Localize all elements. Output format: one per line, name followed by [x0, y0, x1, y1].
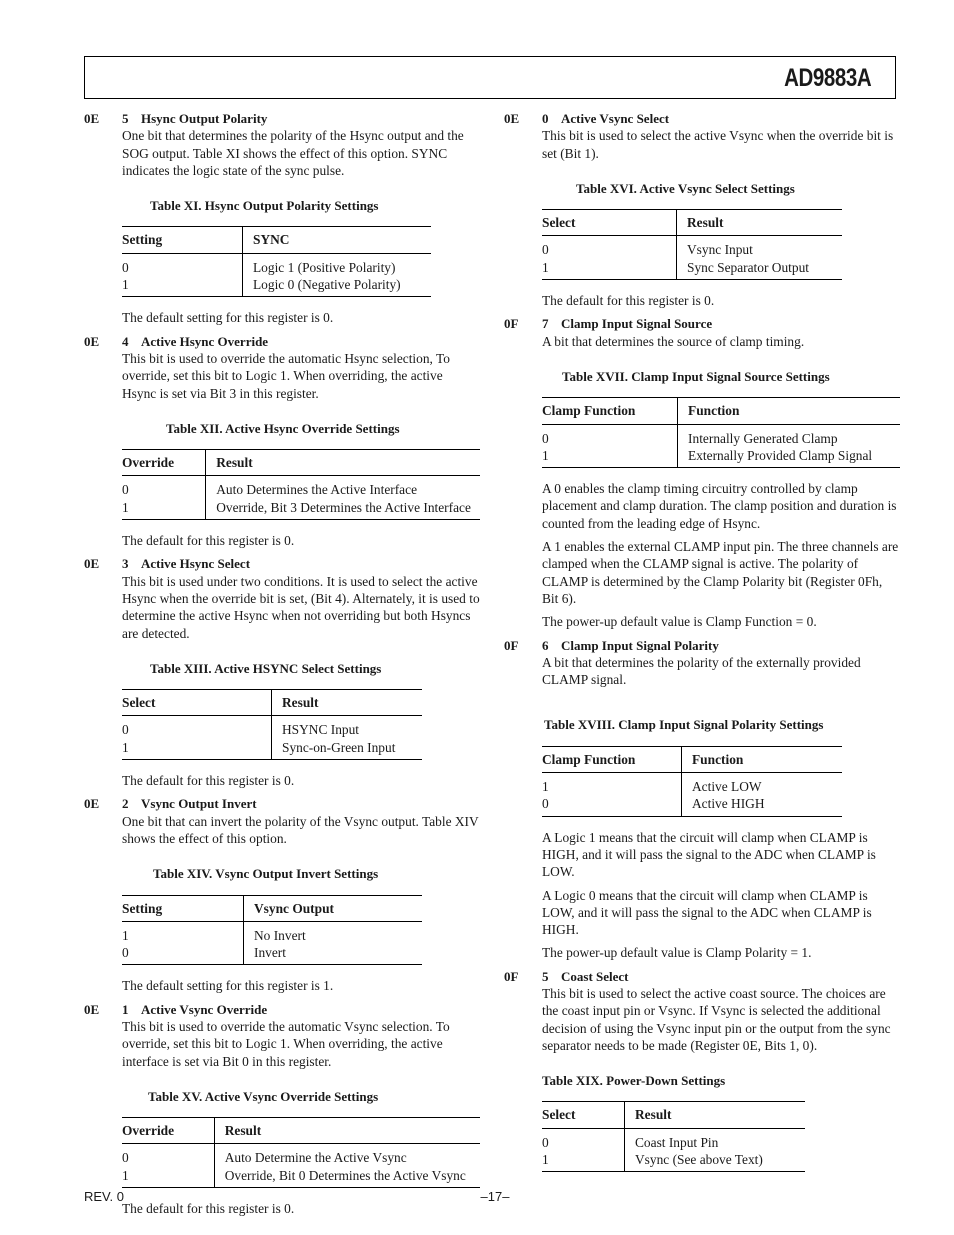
- column-header: Clamp Function: [542, 746, 682, 772]
- section-heading: [504, 968, 900, 985]
- table-header-row: [122, 227, 431, 253]
- table-caption: Table XIV. Vsync Output Invert Settings: [153, 866, 379, 882]
- table-row: [122, 1144, 480, 1167]
- note-paragraph: The power-up default value is Clamp Polarity = 1.: [542, 945, 812, 961]
- table-caption: Table XIII. Active HSYNC Select Settings: [150, 660, 382, 676]
- revision-label: REV. 0: [84, 1189, 124, 1204]
- register-section: [84, 795, 480, 994]
- table-row: [542, 795, 842, 816]
- section-title: Active Vsync Select: [561, 111, 670, 126]
- table-row: [542, 424, 900, 447]
- right-column: [504, 110, 900, 1184]
- table-cell: Override, Bit 3 Determines the Active Interface: [206, 499, 480, 520]
- note-paragraph: The default for this register is 0.: [122, 533, 295, 549]
- register-section: [504, 968, 900, 1173]
- table-cell: 0: [542, 424, 678, 447]
- table-caption: Table XII. Active Hsync Override Settings: [166, 420, 400, 436]
- table-cell: Active LOW: [692, 779, 762, 795]
- table-header-row: [542, 210, 842, 236]
- column-header: Select: [542, 210, 677, 236]
- table-header-row: [542, 746, 842, 772]
- section-body: [542, 127, 900, 309]
- table-cell: 0: [542, 1128, 625, 1151]
- section-title: Clamp Input Signal Source: [561, 316, 713, 332]
- table-row: [122, 476, 480, 499]
- table-row: [542, 236, 842, 259]
- register-section: [504, 637, 900, 962]
- register-address: 0E: [504, 111, 520, 126]
- description-paragraph: This bit is used to override the automatic Hsync selection, To override, set this bit to Logic 1. When overriding, the active Hsync is set via Bit 3 in this register.: [122, 350, 450, 401]
- table-row: [122, 739, 422, 760]
- table-header-row: [542, 398, 900, 424]
- section-title: Active Hsync Override: [141, 333, 269, 349]
- table-caption: Table XI. Hsync Output Polarity Settings: [150, 198, 379, 214]
- register-address: 0E: [84, 111, 100, 126]
- settings-table: [542, 1101, 805, 1172]
- settings-table: [122, 689, 422, 760]
- bit-number: 6: [542, 637, 549, 653]
- section-title: Hsync Output Polarity: [141, 111, 268, 126]
- table-header-row: [542, 1102, 805, 1128]
- note-paragraph: The default for this register is 0.: [542, 293, 715, 309]
- column-header: Override: [122, 1118, 214, 1144]
- bit-number: 5: [542, 968, 549, 984]
- section-title: Active Vsync Override: [141, 1001, 268, 1017]
- table-cell: Logic 1 (Positive Polarity): [253, 259, 396, 275]
- table-caption: Table XIX. Power-Down Settings: [542, 1073, 726, 1089]
- section-heading: [84, 333, 480, 350]
- table-cell: 0: [122, 476, 206, 499]
- column-header: SYNC: [243, 227, 432, 253]
- register-section: [504, 110, 900, 309]
- table-row: [542, 447, 900, 468]
- table-cell: Invert: [244, 944, 423, 965]
- description-paragraph: A bit that determines the source of clamp timing.: [542, 333, 805, 349]
- settings-table: [542, 209, 842, 280]
- bit-number: 3: [122, 556, 129, 572]
- section-body: [122, 350, 480, 549]
- table-cell: Sync Separator Output: [677, 259, 843, 280]
- section-heading: [504, 315, 900, 332]
- register-address: 0E: [84, 796, 100, 812]
- table-header-row: [122, 1118, 480, 1144]
- table-cell: 1: [542, 447, 678, 468]
- table-cell: 0: [542, 795, 682, 816]
- table-cell: Active HIGH: [682, 795, 843, 816]
- column-header: Result: [625, 1102, 806, 1128]
- column-header: Vsync Output: [244, 895, 423, 921]
- table-cell: 1: [122, 921, 244, 944]
- note-paragraph: A 0 enables the clamp timing circuitry controlled by clamp placement and clamp duration. The clamp position and duration is counted from the leading edge of Hsync.: [542, 481, 897, 531]
- bit-number: 1: [122, 1001, 129, 1017]
- table-cell: Auto Determine the Active Vsync: [224, 1150, 407, 1166]
- table-cell: Vsync Input: [687, 242, 753, 258]
- settings-table: [122, 1117, 480, 1188]
- table-header-row: [122, 690, 422, 716]
- description-paragraph: One bit that can invert the polarity of the Vsync output. Table XIV shows the effect of this option.: [122, 813, 479, 846]
- table-cell: 1: [542, 1151, 625, 1172]
- table-cell: 1: [122, 276, 243, 297]
- table-cell: 0: [122, 716, 272, 739]
- register-address: 0E: [84, 333, 100, 349]
- description-paragraph: This bit is used under two conditions. It is used to select the active Hsync when the override bit is set, (Bit 4). Alternately, it is used to determine the active Hsync when not overriding but both Hsyncs are detected.: [122, 573, 480, 641]
- column-header: Setting: [122, 227, 243, 253]
- note-paragraph: The default for this register is 0.: [122, 773, 295, 789]
- table-cell: Coast Input Pin: [635, 1134, 719, 1150]
- table-cell: Sync-on-Green Input: [272, 739, 423, 760]
- table-cell: 1: [122, 739, 272, 760]
- section-body: [122, 573, 480, 790]
- bit-number: 5: [122, 111, 129, 126]
- column-header: Override: [122, 450, 206, 476]
- column-header: Clamp Function: [542, 398, 678, 424]
- section-body: [542, 654, 900, 962]
- section-body: [122, 127, 480, 326]
- column-header: Setting: [122, 895, 244, 921]
- table-header-row: [122, 895, 422, 921]
- register-section: [84, 1001, 480, 1218]
- note-paragraph: The default setting for this register is 0.: [122, 310, 334, 326]
- description-paragraph: One bit that determines the polarity of the Hsync output and the SOG output. Table XI shows the effect of this option. SYNC indicates the logic state of the sync pulse.: [122, 128, 464, 178]
- note-paragraph: A Logic 0 means that the circuit will clamp when CLAMP is LOW, and it will pass the signal to the ADC when CLAMP is HIGH.: [542, 887, 872, 938]
- table-cell: 0: [122, 944, 244, 965]
- section-heading: [504, 110, 900, 127]
- table-cell: HSYNC Input: [282, 722, 360, 738]
- register-section: [84, 555, 480, 789]
- settings-table: [122, 449, 480, 520]
- table-row: [122, 1167, 480, 1188]
- note-paragraph: The default for this register is 0.: [122, 1201, 295, 1217]
- table-row: [122, 716, 422, 739]
- table-cell: 1: [122, 499, 206, 520]
- table-row: [542, 1151, 805, 1172]
- section-title: Active Hsync Select: [141, 556, 251, 572]
- table-cell: Internally Generated Clamp: [688, 430, 838, 446]
- table-caption: Table XV. Active Vsync Override Settings: [148, 1088, 379, 1104]
- register-address: 0F: [504, 968, 519, 984]
- table-row: [122, 253, 431, 276]
- bit-number: 4: [122, 333, 129, 349]
- register-section: [504, 315, 900, 630]
- settings-table: [122, 895, 422, 966]
- section-heading: [84, 110, 480, 127]
- register-address: 0F: [504, 316, 519, 332]
- note-paragraph: A 1 enables the external CLAMP input pin. The three channels are clamped when the CLAMP signal is active. The polarity of CLAMP is determined by the Clamp Polarity bit (Register 0Fh, Bit 6).: [542, 539, 899, 606]
- settings-table: [542, 746, 842, 817]
- table-row: [122, 944, 422, 965]
- note-paragraph: The power-up default value is Clamp Function = 0.: [542, 614, 817, 630]
- column-header: Result: [206, 450, 480, 476]
- register-address: 0F: [504, 637, 519, 653]
- section-heading: [84, 795, 480, 812]
- table-cell: Override, Bit 0 Determines the Active Vsync: [214, 1167, 480, 1188]
- section-body: [542, 985, 900, 1172]
- description-paragraph: This bit is used to select the active Vsync when the override bit is set (Bit 1).: [542, 128, 894, 161]
- column-header: Function: [682, 746, 843, 772]
- section-title: Clamp Input Signal Polarity: [561, 637, 719, 653]
- page-number: –17–: [480, 1189, 510, 1204]
- table-caption: Table XVIII. Clamp Input Signal Polarity Settings: [544, 717, 824, 733]
- settings-table: [542, 397, 900, 468]
- table-row: [542, 259, 842, 280]
- section-heading: [84, 1001, 480, 1018]
- register-section: [84, 110, 480, 327]
- bit-number: 0: [542, 111, 549, 126]
- table-cell: 1: [542, 773, 682, 796]
- header-box: [84, 56, 896, 99]
- note-paragraph: The default setting for this register is 1.: [122, 978, 334, 994]
- description-paragraph: This bit is used to override the automatic Vsync selection. To override, set this bit to Logic 1. When overriding, the active interface is set via Bit 0 in this register.: [122, 1018, 450, 1069]
- bit-number: 2: [122, 796, 129, 812]
- table-cell: Auto Determines the Active Interface: [216, 482, 418, 498]
- table-caption: Table XVI. Active Vsync Select Settings: [576, 180, 795, 196]
- table-row: [122, 499, 480, 520]
- table-cell: Logic 0 (Negative Polarity): [243, 276, 432, 297]
- register-address: 0E: [84, 1001, 100, 1017]
- description-paragraph: This bit is used to select the active coast source. The choices are the coast input pin or Vsync. If Vsync is selected the additional decision of using the Vsync input pin or the output from the sync separator needs to be made (Register 0E, Bits 1, 0).: [542, 985, 891, 1053]
- table-cell: 0: [122, 1144, 214, 1167]
- column-header: Result: [272, 690, 423, 716]
- column-header: Select: [542, 1102, 625, 1128]
- settings-table: [122, 226, 431, 297]
- table-cell: No Invert: [254, 927, 306, 943]
- table-cell: 0: [542, 236, 677, 259]
- table-cell: 0: [122, 253, 243, 276]
- table-cell: Vsync (See above Text): [625, 1151, 806, 1172]
- column-header: Result: [214, 1118, 480, 1144]
- table-row: [122, 921, 422, 944]
- table-caption: Table XVII. Clamp Input Signal Source Settings: [562, 368, 830, 384]
- table-cell: Externally Provided Clamp Signal: [678, 447, 900, 468]
- column-header: Select: [122, 690, 272, 716]
- left-column: [84, 110, 480, 1223]
- table-row: [542, 1128, 805, 1151]
- bit-number: 7: [542, 316, 549, 332]
- table-cell: 1: [122, 1167, 214, 1188]
- column-header: Function: [678, 398, 900, 424]
- part-number: AD9883A: [783, 64, 871, 92]
- table-row: [122, 276, 431, 297]
- description-paragraph: A bit that determines the polarity of the externally provided CLAMP signal.: [542, 654, 861, 688]
- column-header: Result: [677, 210, 843, 236]
- register-address: 0E: [84, 556, 100, 572]
- section-body: [542, 333, 900, 631]
- note-paragraph: A Logic 1 means that the circuit will clamp when CLAMP is HIGH, and it will pass the signal to the ADC when CLAMP is LOW.: [542, 829, 876, 880]
- section-heading: [504, 637, 900, 654]
- section-title: Coast Select: [561, 968, 629, 984]
- section-body: [122, 813, 480, 995]
- table-header-row: [122, 450, 480, 476]
- section-heading: [84, 555, 480, 572]
- table-cell: 1: [542, 259, 677, 280]
- section-title: Vsync Output Invert: [141, 796, 257, 812]
- register-section: [84, 333, 480, 550]
- table-row: [542, 773, 842, 796]
